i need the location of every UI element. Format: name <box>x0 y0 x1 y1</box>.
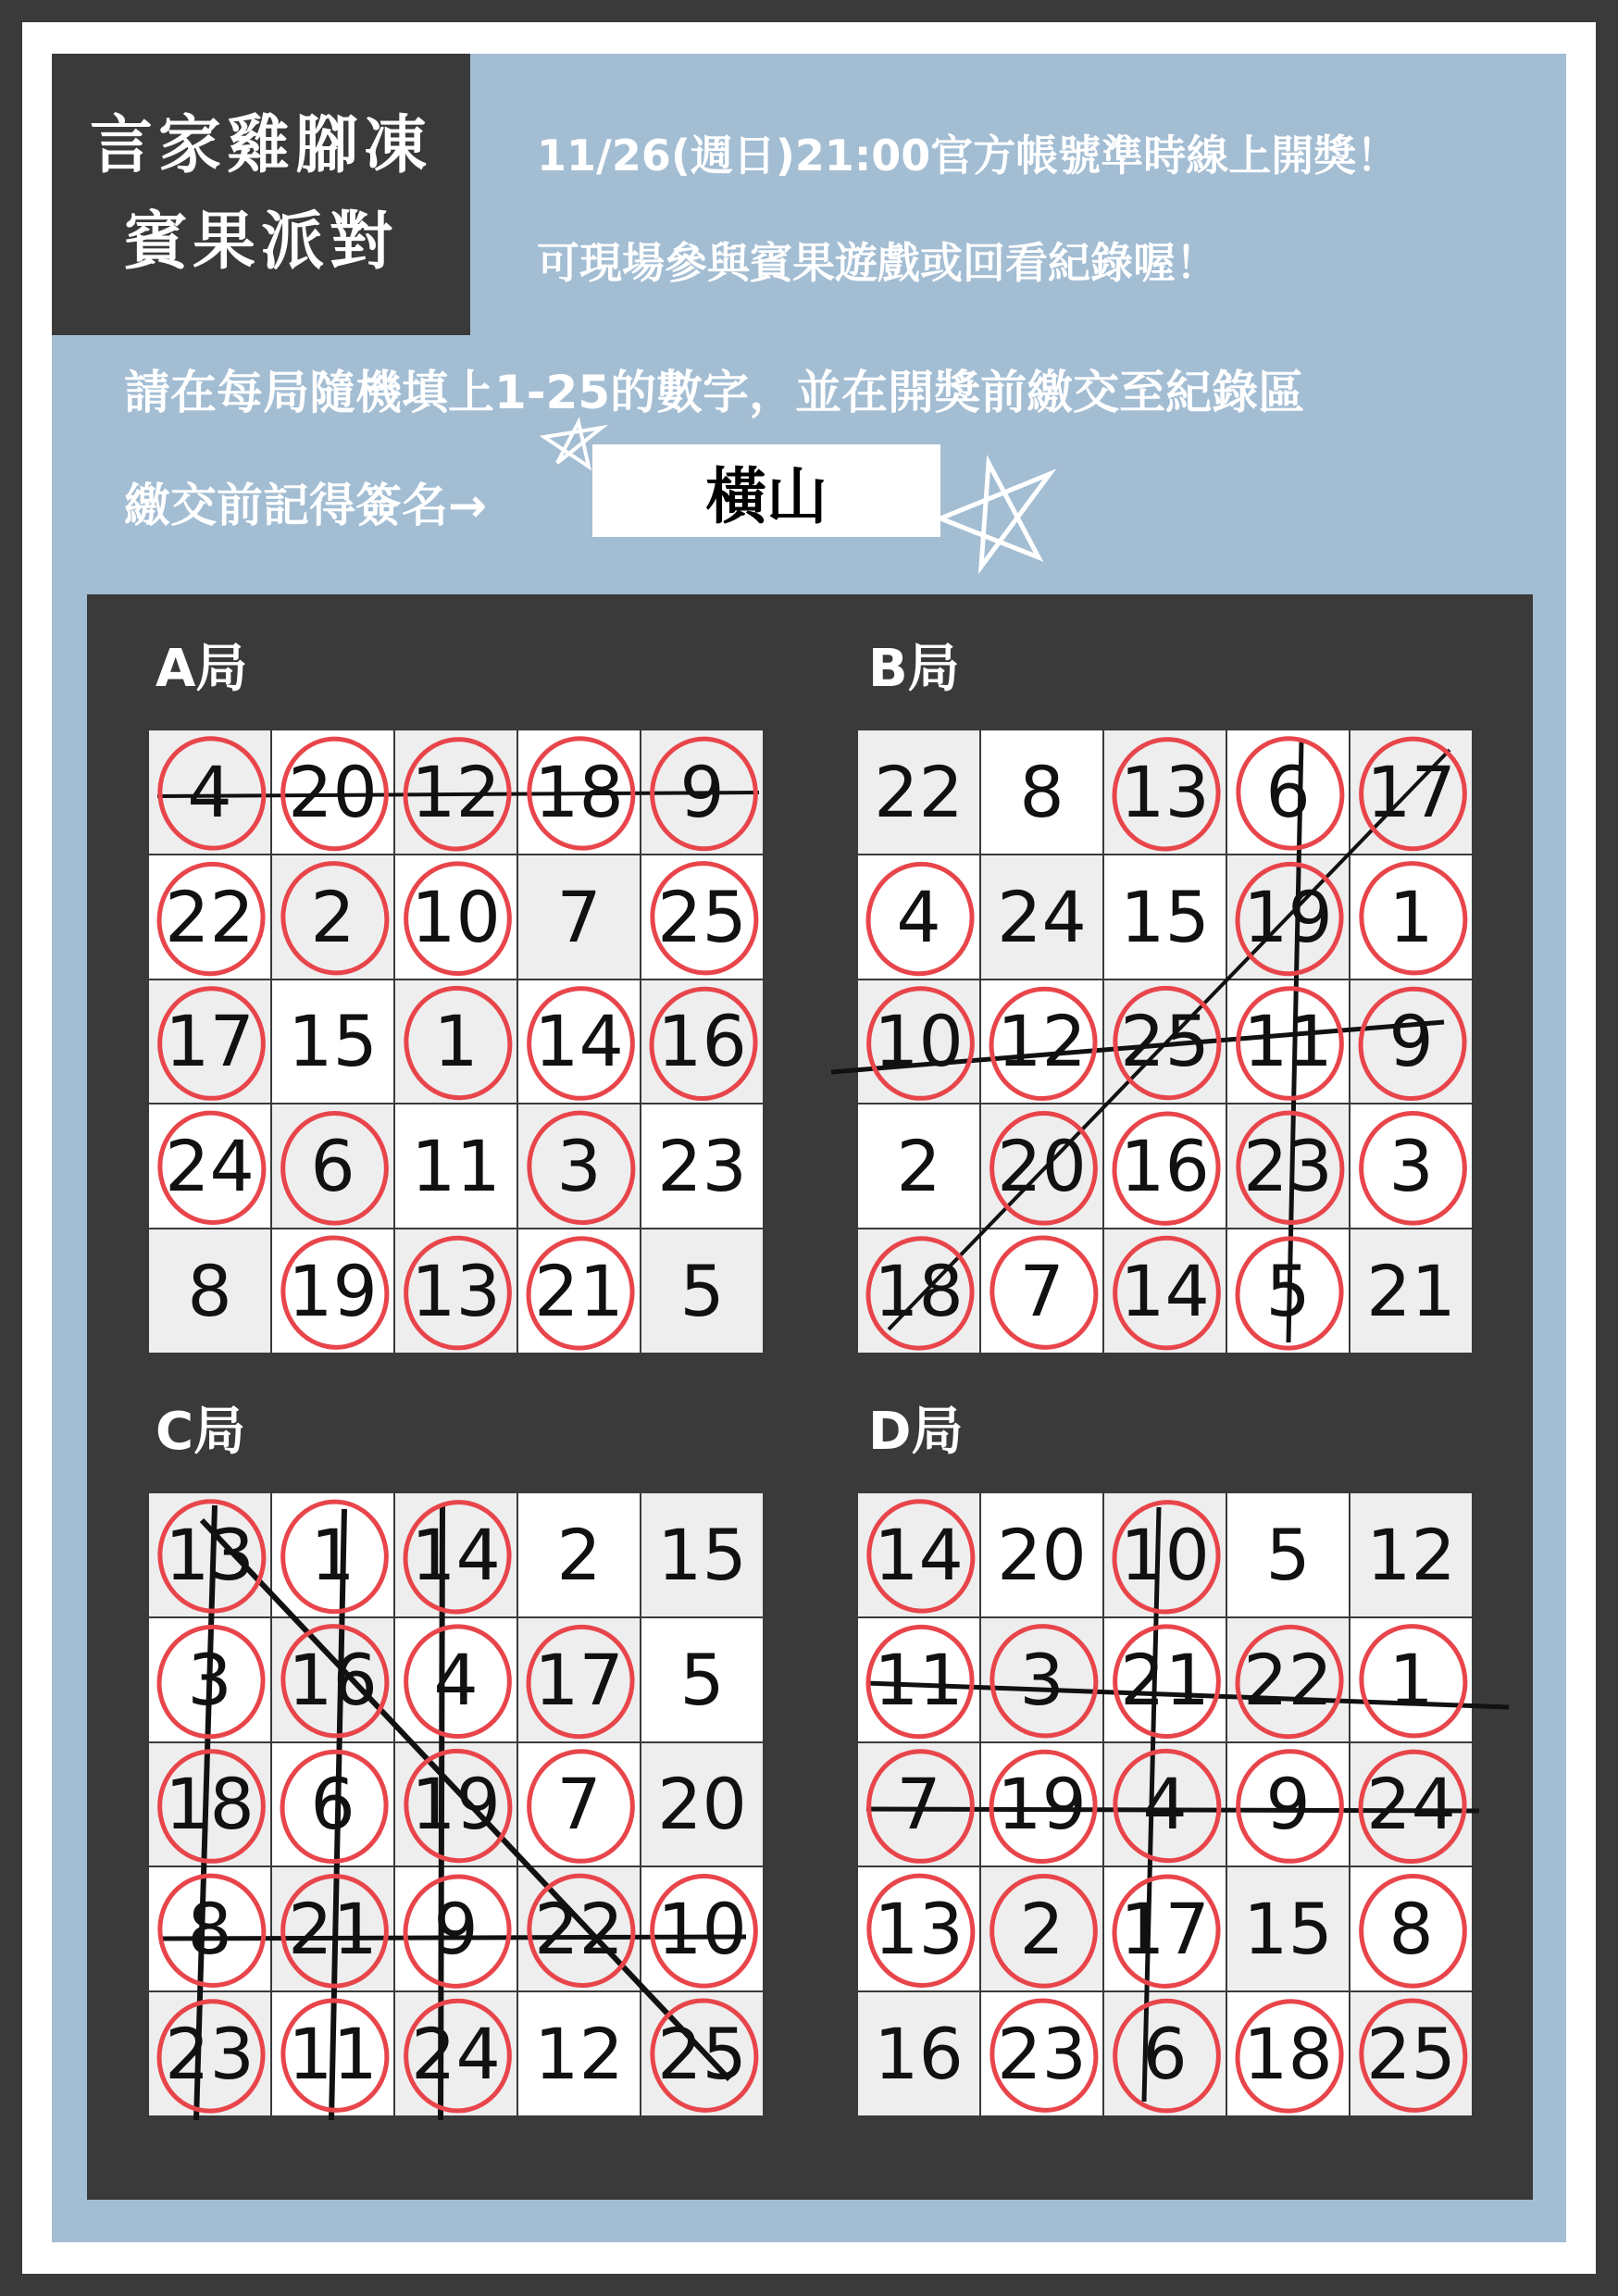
bingo-cell[interactable]: 24 <box>148 1104 271 1229</box>
signature-field: 橫山 <box>592 444 940 537</box>
bingo-cell[interactable]: 22 <box>1226 1617 1350 1742</box>
bingo-cell[interactable]: 7 <box>980 1229 1103 1354</box>
bingo-cell[interactable]: 13 <box>394 1229 517 1354</box>
bingo-cell[interactable]: 19 <box>394 1742 517 1867</box>
bingo-cell[interactable]: 8 <box>148 1229 271 1354</box>
bingo-cell[interactable]: 12 <box>517 1991 641 2116</box>
round-label-a: A局 <box>156 639 248 699</box>
bingo-cell[interactable]: 2 <box>857 1104 980 1229</box>
bingo-cell[interactable]: 19 <box>1226 855 1350 980</box>
bingo-cell[interactable]: 11 <box>1226 980 1350 1104</box>
bingo-cell[interactable]: 3 <box>1350 1104 1473 1229</box>
bingo-board-a <box>148 730 764 1354</box>
bingo-cell[interactable]: 10 <box>641 1866 764 1991</box>
bingo-cell[interactable]: 23 <box>980 1991 1103 2116</box>
bingo-cell[interactable]: 17 <box>517 1617 641 1742</box>
title-line-2: 賓果派對 <box>123 206 398 279</box>
bingo-cell[interactable]: 13 <box>148 1492 271 1617</box>
bingo-cell[interactable]: 16 <box>641 980 764 1104</box>
bingo-cell[interactable]: 23 <box>148 1991 271 2116</box>
bingo-cell[interactable]: 16 <box>857 1991 980 2116</box>
bingo-cell[interactable]: 1 <box>394 980 517 1104</box>
bingo-cell[interactable]: 9 <box>1226 1742 1350 1867</box>
bingo-cell[interactable]: 19 <box>980 1742 1103 1867</box>
bingo-cell[interactable]: 16 <box>1103 1104 1226 1229</box>
bingo-cell[interactable]: 7 <box>517 1742 641 1867</box>
bingo-cell[interactable]: 20 <box>271 730 394 855</box>
bingo-board-b <box>857 730 1473 1354</box>
bingo-cell[interactable]: 17 <box>148 980 271 1104</box>
round-label-c: C局 <box>156 1402 246 1462</box>
bingo-cell[interactable]: 17 <box>1350 730 1473 855</box>
bingo-cell[interactable]: 6 <box>271 1742 394 1867</box>
bingo-cell[interactable]: 18 <box>517 730 641 855</box>
bingo-cell[interactable]: 1 <box>271 1492 394 1617</box>
bingo-cell[interactable]: 22 <box>517 1866 641 1991</box>
bingo-cell[interactable]: 16 <box>271 1617 394 1742</box>
bingo-cell[interactable]: 18 <box>1226 1991 1350 2116</box>
bingo-cell[interactable]: 14 <box>1103 1229 1226 1354</box>
bingo-cell[interactable]: 12 <box>1350 1492 1473 1617</box>
bingo-cell[interactable]: 24 <box>980 855 1103 980</box>
bingo-cell[interactable]: 18 <box>148 1742 271 1867</box>
bingo-cell[interactable]: 2 <box>980 1866 1103 1991</box>
bingo-cell[interactable]: 12 <box>394 730 517 855</box>
bingo-cell[interactable]: 9 <box>641 730 764 855</box>
bingo-board-d <box>857 1492 1473 2116</box>
bingo-board-c <box>148 1492 764 2116</box>
bingo-cell[interactable]: 24 <box>1350 1742 1473 1867</box>
bingo-cell[interactable]: 3 <box>980 1617 1103 1742</box>
title-line-1: 言家雞腳凍 <box>89 109 432 182</box>
bingo-cell[interactable]: 23 <box>641 1104 764 1229</box>
bingo-cell[interactable]: 8 <box>148 1866 271 1991</box>
round-label-d: D局 <box>868 1402 964 1462</box>
bingo-cell[interactable]: 9 <box>394 1866 517 1991</box>
bingo-cell[interactable]: 14 <box>857 1492 980 1617</box>
bingo-cell[interactable]: 25 <box>641 855 764 980</box>
replay-line: 可現場參與賓果遊戲或回看紀錄喔！ <box>537 238 1218 288</box>
bingo-cell[interactable]: 21 <box>271 1866 394 1991</box>
bingo-cell[interactable]: 20 <box>980 1492 1103 1617</box>
bingo-cell[interactable]: 20 <box>641 1742 764 1867</box>
title-block <box>52 54 470 335</box>
bingo-cell[interactable]: 1 <box>1350 1617 1473 1742</box>
bingo-cell[interactable]: 20 <box>980 1104 1103 1229</box>
bingo-cell[interactable]: 15 <box>271 980 394 1104</box>
bingo-cell[interactable]: 6 <box>1226 730 1350 855</box>
bingo-cell[interactable]: 10 <box>857 980 980 1104</box>
bingo-cell[interactable]: 2 <box>517 1492 641 1617</box>
instruction-line: 請在每局隨機填上1-25的數字，並在開獎前繳交至紀錄區 <box>124 366 1305 419</box>
bingo-cell[interactable]: 9 <box>1350 980 1473 1104</box>
bingo-cell[interactable]: 2 <box>271 855 394 980</box>
bingo-cell[interactable]: 6 <box>271 1104 394 1229</box>
bingo-cell[interactable]: 14 <box>394 1492 517 1617</box>
bingo-cell[interactable]: 5 <box>1226 1492 1350 1617</box>
bingo-cell[interactable]: 24 <box>394 1991 517 2116</box>
bingo-cell[interactable]: 7 <box>517 855 641 980</box>
round-label-b: B局 <box>868 639 960 699</box>
bingo-cell[interactable]: 21 <box>1350 1229 1473 1354</box>
signature-prompt: 繳交前記得簽名→ <box>124 479 487 532</box>
bingo-cell[interactable]: 6 <box>1103 1991 1226 2116</box>
bingo-cell[interactable]: 5 <box>1226 1229 1350 1354</box>
bingo-cell[interactable]: 13 <box>1103 730 1226 855</box>
bingo-cell[interactable]: 7 <box>857 1742 980 1867</box>
bingo-cell[interactable]: 10 <box>394 855 517 980</box>
bingo-cell[interactable]: 11 <box>394 1104 517 1229</box>
bingo-cell[interactable]: 3 <box>517 1104 641 1229</box>
bingo-cell[interactable]: 22 <box>148 855 271 980</box>
bingo-cell[interactable]: 18 <box>857 1229 980 1354</box>
bingo-cell[interactable]: 11 <box>857 1617 980 1742</box>
bingo-cell[interactable]: 15 <box>641 1492 764 1617</box>
bingo-cell[interactable]: 21 <box>1103 1617 1226 1742</box>
bingo-cell[interactable]: 23 <box>1226 1104 1350 1229</box>
bingo-cell[interactable]: 15 <box>1226 1866 1350 1991</box>
bingo-cell[interactable]: 13 <box>857 1866 980 1991</box>
bingo-cell[interactable]: 8 <box>1350 1866 1473 1991</box>
bingo-cell[interactable]: 8 <box>980 730 1103 855</box>
bingo-cell[interactable]: 21 <box>517 1229 641 1354</box>
bingo-cell[interactable]: 5 <box>641 1617 764 1742</box>
bingo-cell[interactable]: 25 <box>641 1991 764 2116</box>
bingo-cell[interactable]: 17 <box>1103 1866 1226 1991</box>
bingo-cell[interactable]: 1 <box>1350 855 1473 980</box>
bingo-cell[interactable]: 14 <box>517 980 641 1104</box>
announcement-line: 11/26(週日)21:00官方帳號準時線上開獎！ <box>537 131 1400 181</box>
bingo-cell[interactable]: 5 <box>641 1229 764 1354</box>
bingo-cell[interactable]: 12 <box>980 980 1103 1104</box>
bingo-cell[interactable]: 25 <box>1103 980 1226 1104</box>
bingo-cell[interactable]: 3 <box>148 1617 271 1742</box>
bingo-cell[interactable]: 25 <box>1350 1991 1473 2116</box>
bingo-cell[interactable]: 19 <box>271 1229 394 1354</box>
bingo-cell[interactable]: 11 <box>271 1991 394 2116</box>
bingo-cell[interactable]: 4 <box>857 855 980 980</box>
bingo-cell[interactable]: 15 <box>1103 855 1226 980</box>
bingo-cell[interactable]: 4 <box>394 1617 517 1742</box>
bingo-cell[interactable]: 4 <box>1103 1742 1226 1867</box>
bingo-cell[interactable]: 4 <box>148 730 271 855</box>
bingo-cell[interactable]: 10 <box>1103 1492 1226 1617</box>
bingo-cell[interactable]: 22 <box>857 730 980 855</box>
